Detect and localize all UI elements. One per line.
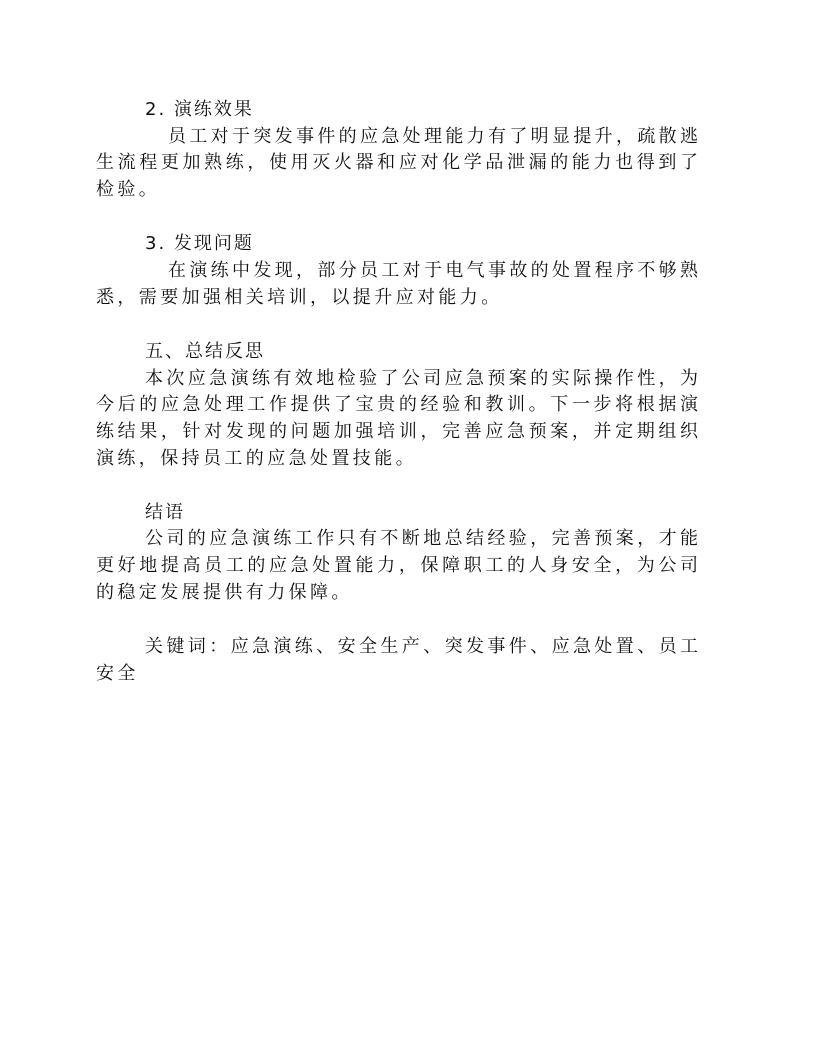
- paragraph-line: 悉，需要加强相关培训，以提升应对能力。: [96, 286, 503, 308]
- paragraph-line: 生流程更加熟练，使用灭火器和应对化学品泄漏的能力也得到了: [96, 152, 698, 174]
- section-drill-effect: [96, 97, 698, 204]
- section-heading: 结语: [145, 501, 185, 523]
- paragraph-line: 公司的应急演练工作只有不断地总结经验，完善预案，才能: [145, 528, 698, 550]
- paragraph-line: 检验。: [96, 179, 161, 201]
- paragraph-line: 本次应急演练有效地检验了公司应急预案的实际操作性，为: [145, 367, 698, 389]
- section-conclusion: [96, 500, 698, 607]
- section-summary: [96, 339, 698, 472]
- paragraph-line: 在演练中发现，部分员工对于电气事故的处置程序不够熟: [168, 259, 698, 281]
- keywords-line: 关键词：应急演练、安全生产、突发事件、应急处置、员工: [145, 636, 698, 657]
- paragraph-line: 今后的应急处理工作提供了宝贵的经验和教训。下一步将根据演: [96, 394, 698, 416]
- section-heading: 五、总结反思: [145, 340, 265, 362]
- paragraph-line: 员工对于突发事件的应急处理能力有了明显提升，疏散逃: [168, 125, 698, 147]
- paragraph-line: 更好地提高员工的应急处置能力，保障职工的人身安全，为公司: [96, 555, 698, 577]
- paragraph-line: 练结果，针对发现的问题加强培训，完善应急预案，并定期组织: [96, 420, 698, 442]
- section-heading: 3. 发现问题: [145, 233, 254, 255]
- paragraph-line: 的稳定发展提供有力保障。: [96, 581, 353, 603]
- keywords: [96, 634, 698, 687]
- keywords-line: 安全: [96, 662, 139, 684]
- paragraph-line: 演练，保持员工的应急处置技能。: [96, 447, 417, 469]
- section-issues-found: [96, 231, 698, 311]
- section-heading: 2. 演练效果: [145, 99, 254, 120]
- document-page: [96, 97, 698, 687]
